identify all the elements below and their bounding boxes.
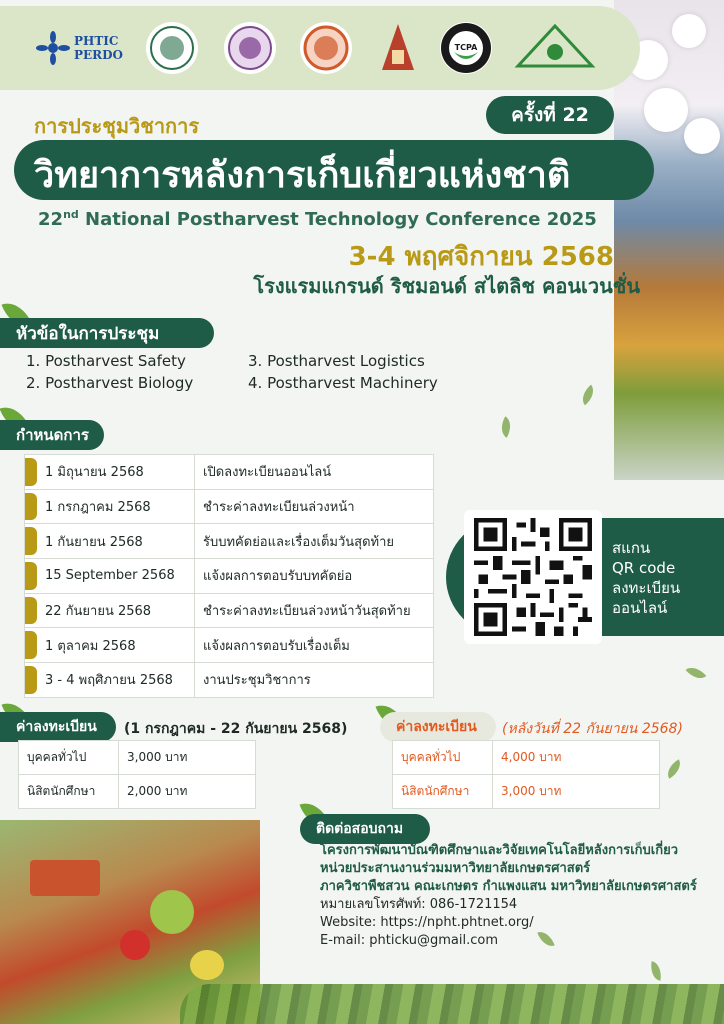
university-seal-icon	[146, 22, 198, 74]
english-title	[38, 208, 597, 230]
association-seal-icon	[512, 22, 598, 74]
pre-title: การประชุมวิชาการ	[34, 114, 200, 138]
tcpa-text: TCPA	[454, 43, 478, 52]
contact-block	[320, 842, 720, 950]
qr-caption-line: ออนไลน์	[612, 599, 668, 617]
table-row	[25, 524, 434, 559]
conference-venue: โรงแรมแกรนด์ ริชมอนด์ สไตลิช คอนเวนชั่น	[253, 274, 640, 298]
cabbage-shape	[150, 890, 194, 934]
schedule-date: 22 กันยายน 2568	[45, 604, 152, 620]
apple-shape	[120, 930, 150, 960]
schedule-event: งานประชุมวิชาการ	[195, 663, 434, 698]
table-row	[19, 741, 256, 775]
orchid-flower	[672, 14, 706, 48]
contact-org: หน่วยประสานงานร่วมมหาวิทยาลัยเกษตรศาสตร์	[320, 861, 591, 876]
topic-item: 3. Postharvest Logistics	[248, 352, 425, 370]
qr-caption-line: ลงทะเบียน	[612, 579, 681, 597]
fee-price: 4,000 บาท	[493, 741, 660, 775]
fee-type: บุคคลทั่วไป	[19, 741, 119, 775]
english-title-rest: National Postharvest Technology Conference 2025	[78, 209, 597, 230]
contact-phone: หมายเลขโทรศัพท์: 086-1721154	[320, 897, 518, 912]
fee-price: 3,000 บาท	[119, 741, 256, 775]
early-fee-heading: ค่าลงทะเบียน	[0, 712, 116, 742]
table-row	[25, 663, 434, 698]
elephant-seal-icon	[224, 22, 276, 74]
schedule-date: 1 มิถุนายน 2568	[45, 465, 144, 481]
schedule-date: 1 ตุลาคม 2568	[45, 638, 136, 654]
table-row	[25, 628, 434, 663]
table-row	[25, 489, 434, 524]
phtic-logo	[36, 26, 128, 70]
qr-code-icon	[472, 518, 594, 636]
temple-seal-icon	[372, 22, 424, 74]
schedule-date: 15 September 2568	[45, 568, 175, 584]
topics-heading: หัวข้อในการประชุม	[0, 318, 214, 348]
contact-org: โครงการพัฒนาบัณฑิตศึกษาและวิจัยเทคโนโลยีหลังการเก็บเกี่ยว	[320, 843, 679, 858]
leaf-border	[180, 984, 724, 1024]
phtic-logo-line2: PERDO	[74, 48, 124, 62]
schedule-date: 3 - 4 พฤศิภายน 2568	[45, 673, 173, 689]
leaf-icon	[649, 961, 664, 981]
schedule-event: แจ้งผลการตอบรับเรื่องเต็ม	[195, 628, 434, 663]
leaf-icon	[663, 759, 685, 778]
orchid-flower	[644, 88, 688, 132]
topic-item: 2. Postharvest Biology	[26, 374, 194, 392]
orchid-flower	[684, 118, 720, 154]
schedule-date: 1 กันยายน 2568	[45, 534, 143, 550]
phtic-logo-icon	[36, 31, 70, 65]
schedule-table	[24, 454, 434, 698]
schedule-event: รับบทคัดย่อและเรื่องเต็มวันสุดท้าย	[195, 524, 434, 559]
table-row	[19, 775, 256, 809]
contact-website[interactable]: Website: https://npht.phtnet.org/	[320, 915, 534, 930]
schedule-event: ชำระค่าลงทะเบียนล่วงหน้าวันสุดท้าย	[195, 593, 434, 628]
qr-code[interactable]	[464, 510, 602, 644]
english-title-number: 22	[38, 209, 64, 230]
early-fee-table	[18, 740, 256, 809]
schedule-event: แจ้งผลการตอบรับบทคัดย่อ	[195, 559, 434, 594]
late-fee-heading: ค่าลงทะเบียน	[380, 712, 496, 742]
fee-price: 3,000 บาท	[493, 775, 660, 809]
fee-type: นิสิตนักศึกษา	[19, 775, 119, 809]
qr-caption-line: QR code	[612, 559, 676, 577]
contact-org: ภาควิชาพืชสวน คณะเกษตร กำแพงแสน มหาวิทยาลัยเกษตรศาสตร์	[320, 879, 697, 894]
table-row	[393, 775, 660, 809]
schedule-event: ชำระค่าลงทะเบียนล่วงหน้า	[195, 489, 434, 524]
topics-list	[26, 352, 486, 392]
table-row	[25, 455, 434, 490]
conference-date: 3-4 พฤศจิกายน 2568	[348, 242, 614, 272]
leaf-icon	[496, 416, 515, 438]
early-fee-period: (1 กรกฎาคม - 22 กันยายน 2568)	[124, 721, 348, 737]
schedule-event: เปิดลงทะเบียนออนไลน์	[195, 455, 434, 490]
fee-price: 2,000 บาท	[119, 775, 256, 809]
schedule-date: 1 กรกฎาคม 2568	[45, 500, 151, 516]
contact-email[interactable]: E-mail: phticku@gmail.com	[320, 933, 498, 948]
leaf-icon	[577, 385, 599, 406]
crest-seal-icon	[300, 22, 352, 74]
english-title-suffix: nd	[63, 208, 79, 221]
topic-item: 1. Postharvest Safety	[26, 352, 186, 370]
table-row	[393, 741, 660, 775]
topic-item: 4. Postharvest Machinery	[248, 374, 438, 392]
tractor-shape	[30, 860, 100, 896]
table-row	[25, 593, 434, 628]
fee-type: นิสิตนักศึกษา	[393, 775, 493, 809]
leaf-icon	[686, 662, 707, 684]
tcpa-logo-icon	[440, 22, 492, 74]
qr-caption-line: สแกน	[612, 539, 651, 557]
qr-caption	[612, 538, 720, 618]
late-fee-table	[392, 740, 660, 809]
contact-heading: ติดต่อสอบถาม	[300, 814, 430, 844]
lemon-shape	[190, 950, 224, 980]
page-title: วิทยาการหลังการเก็บเกี่ยวแห่งชาติ	[34, 155, 571, 196]
phtic-logo-line1: PHTIC	[74, 34, 119, 48]
schedule-heading: กำหนดการ	[0, 420, 104, 450]
late-fee-period: (หลังวันที่ 22 กันยายน 2568)	[502, 721, 683, 737]
table-row	[25, 559, 434, 594]
fee-type: บุคคลทั่วไป	[393, 741, 493, 775]
edition-badge: ครั้งที่ 22	[486, 96, 614, 134]
